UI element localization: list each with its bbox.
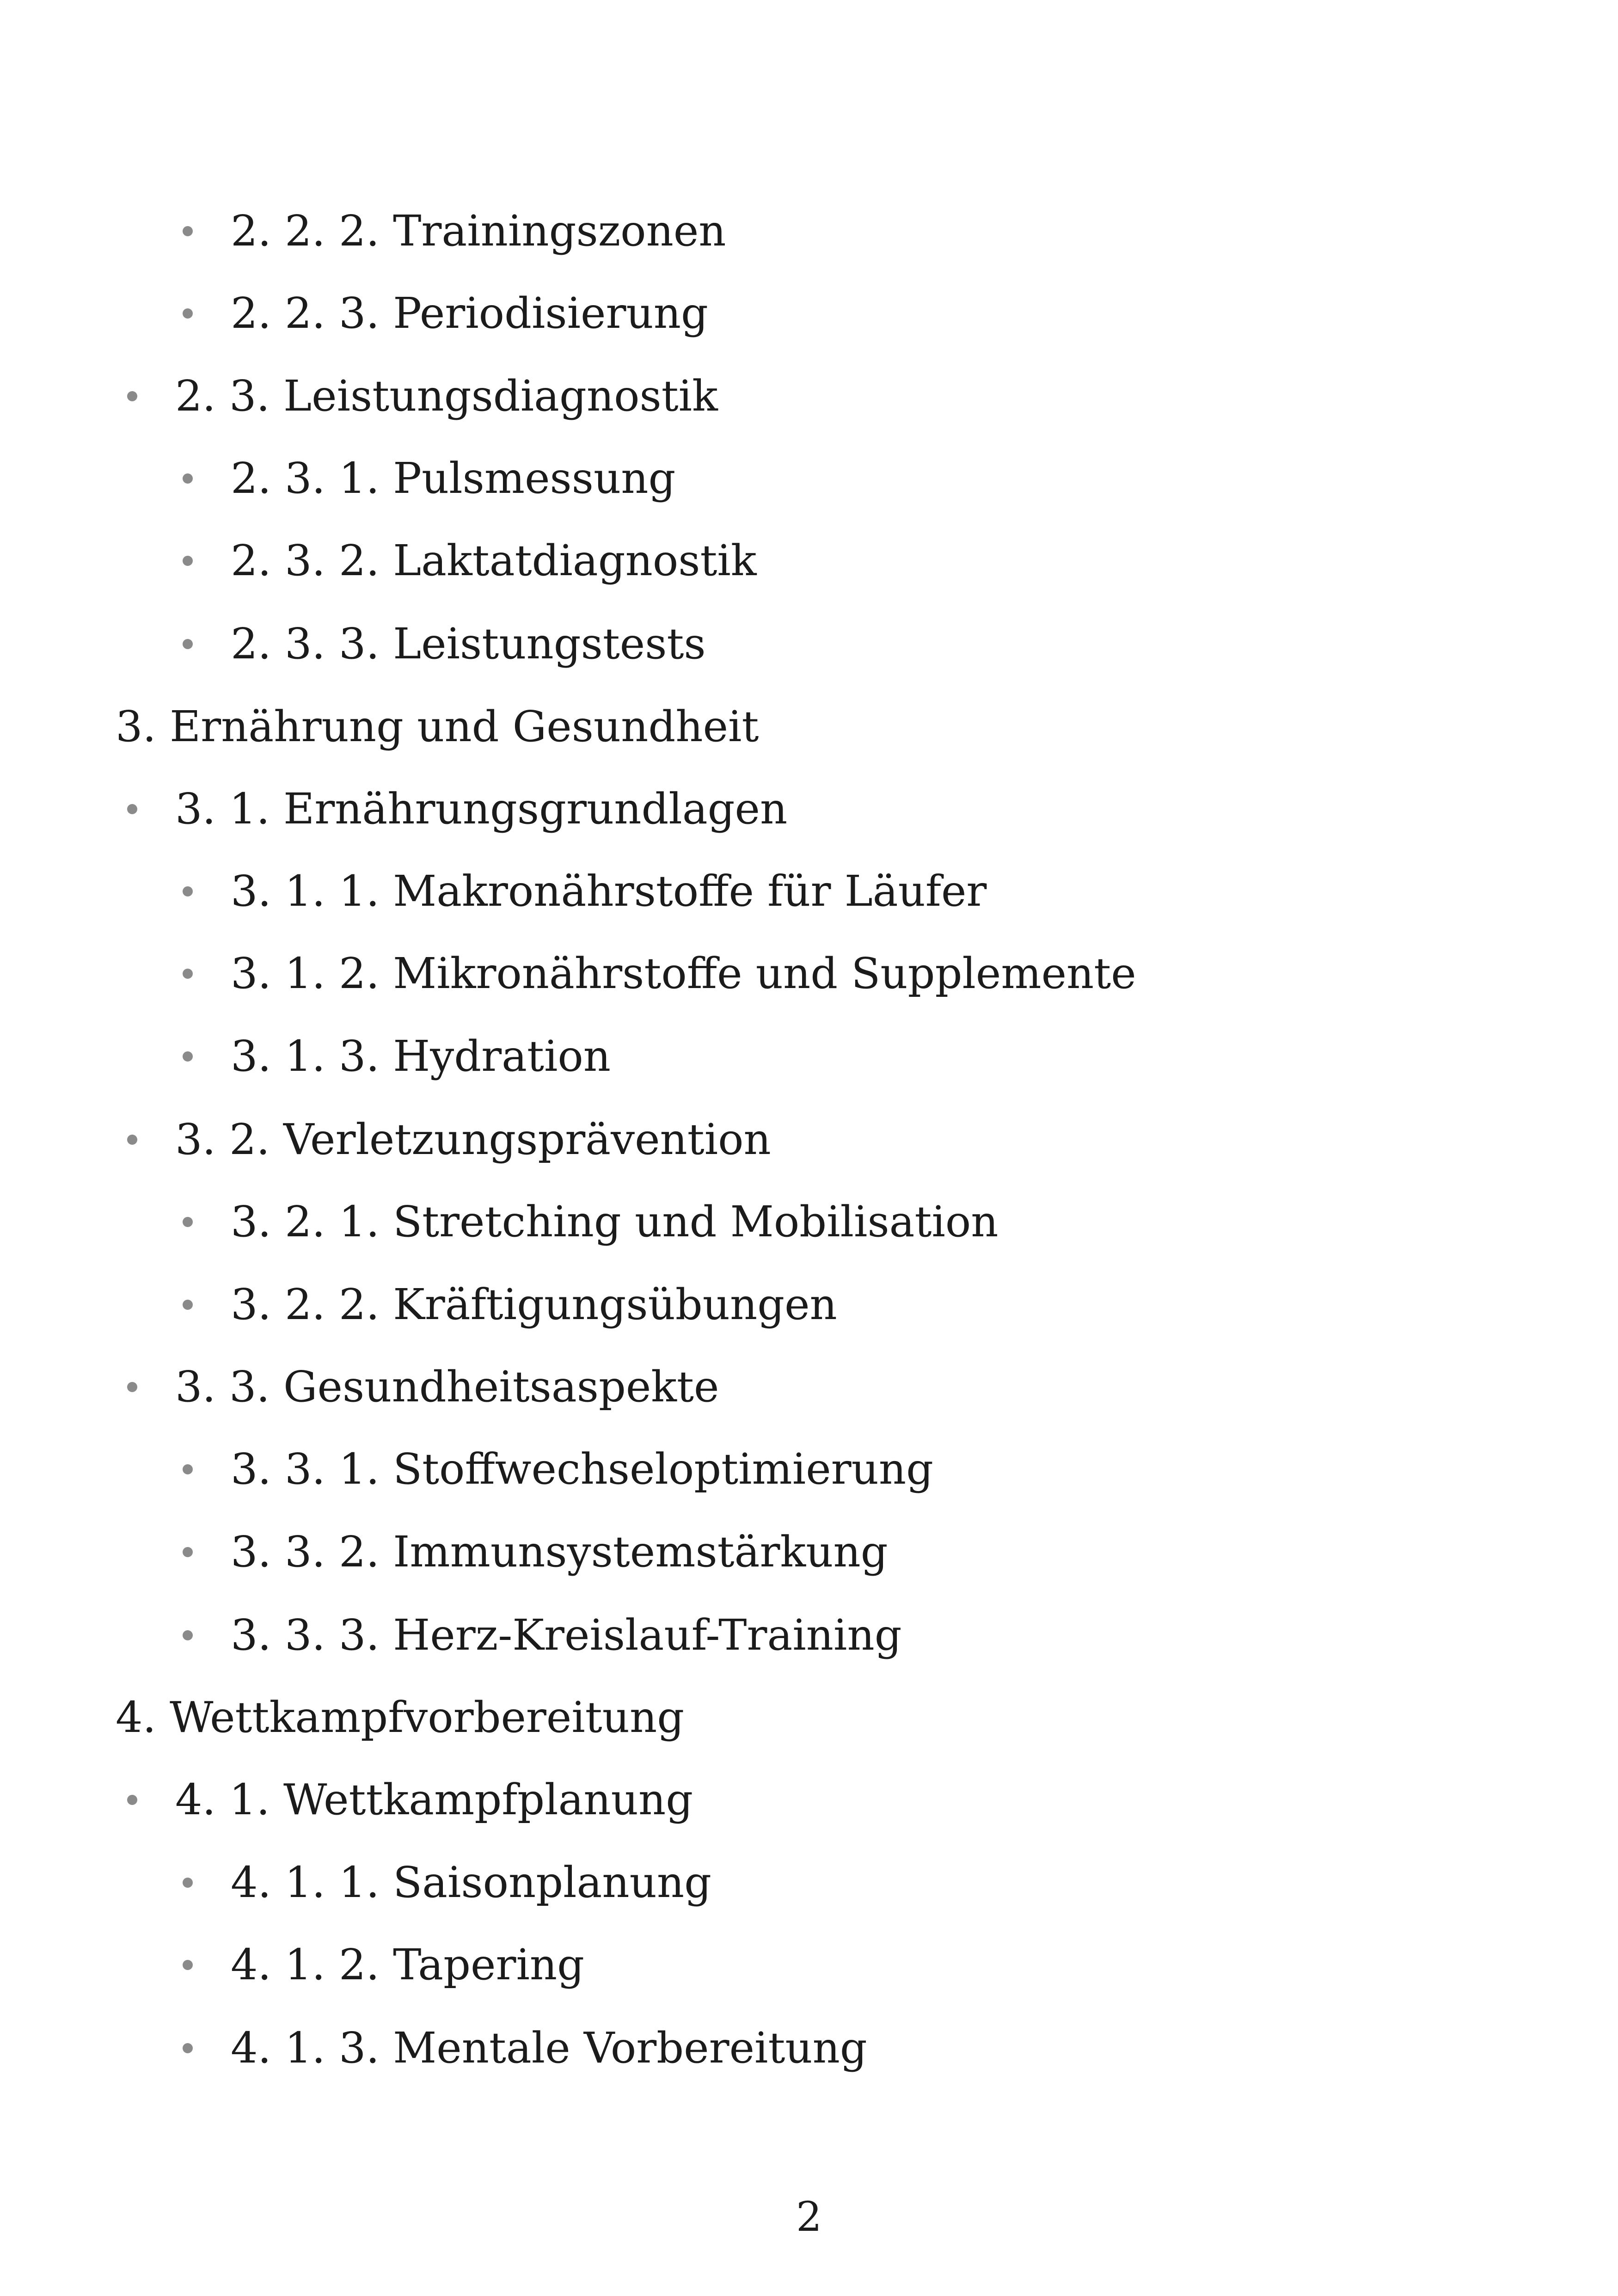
toc-entry xyxy=(0,1772,693,1828)
toc-entry-text: 3. 3. 2. Immunsystemstärkung xyxy=(231,1527,888,1577)
toc-entry xyxy=(0,286,708,341)
toc-entry xyxy=(0,203,726,259)
toc-entry xyxy=(0,1194,999,1250)
bullet-icon xyxy=(183,639,193,649)
toc-entry xyxy=(0,1277,837,1332)
bullet-icon xyxy=(183,1960,193,1970)
bullet-icon xyxy=(183,1300,193,1310)
bullet-icon xyxy=(183,1630,193,1640)
toc-entry xyxy=(0,533,757,589)
bullet-icon xyxy=(127,1382,137,1392)
toc-entry xyxy=(0,2020,867,2076)
toc-entry xyxy=(0,1524,888,1580)
bullet-icon xyxy=(183,1051,193,1062)
toc-entry xyxy=(0,451,675,506)
toc-entry xyxy=(0,1029,611,1084)
toc-entry-text: 4. Wettkampfvorbereitung xyxy=(116,1693,685,1742)
bullet-icon xyxy=(183,473,193,484)
bullet-icon xyxy=(127,1135,137,1145)
toc-entry xyxy=(0,1855,711,1910)
bullet-icon xyxy=(183,969,193,979)
toc-entry xyxy=(0,616,706,672)
toc-entry xyxy=(0,1937,584,1993)
toc-entry xyxy=(116,1690,684,1745)
toc-entry xyxy=(0,864,987,919)
bullet-icon xyxy=(127,391,137,401)
toc-entry-text: 4. 1. 2. Tapering xyxy=(231,1940,585,1989)
toc-entry-text: 2. 3. 3. Leistungstests xyxy=(231,619,706,669)
page-number: 2 xyxy=(796,2193,822,2241)
toc-entry xyxy=(0,1608,902,1663)
bullet-icon xyxy=(183,226,193,236)
bullet-icon xyxy=(183,1547,193,1557)
toc-entry xyxy=(0,781,787,837)
toc-entry-text: 3. 2. 2. Kräftigungsübungen xyxy=(231,1280,837,1329)
bullet-icon xyxy=(183,1878,193,1888)
toc-entry-text: 3. 3. 1. Stoffwechseloptimierung xyxy=(231,1444,934,1494)
toc-entry xyxy=(0,368,718,424)
toc-entry-text: 3. Ernährung und Gesundheit xyxy=(116,702,759,751)
toc-entry-text: 3. 3. 3. Herz-Kreislauf-Training xyxy=(231,1610,902,1660)
toc-entry xyxy=(0,1359,719,1415)
bullet-icon xyxy=(183,2043,193,2053)
toc-entry-text: 4. 1. 1. Saisonplanung xyxy=(231,1858,712,1907)
toc-entry-text: 2. 3. 2. Laktatdiagnostik xyxy=(231,536,757,585)
bullet-icon xyxy=(183,308,193,319)
toc-entry-text: 3. 2. 1. Stretching und Mobilisation xyxy=(231,1197,999,1246)
toc-entry-text: 2. 3. 1. Pulsmessung xyxy=(231,454,676,503)
bullet-icon xyxy=(183,556,193,566)
toc-entry xyxy=(116,699,759,755)
bullet-icon xyxy=(183,1464,193,1474)
toc-entry-text: 2. 2. 2. Trainingszonen xyxy=(231,206,726,256)
toc-entry-text: 3. 1. 3. Hydration xyxy=(231,1031,611,1081)
toc-entry-text: 4. 1. Wettkampfplanung xyxy=(175,1775,693,1824)
toc-entry xyxy=(0,1442,933,1497)
bullet-icon xyxy=(127,1795,137,1805)
toc-entry-text: 3. 2. Verletzungsprävention xyxy=(175,1115,771,1164)
toc-entry-text: 3. 1. 2. Mikronährstoffe und Supplemente xyxy=(231,949,1136,998)
toc-entry xyxy=(0,1112,771,1167)
toc-entry xyxy=(0,946,1136,1001)
toc-entry-text: 2. 3. Leistungsdiagnostik xyxy=(175,371,718,421)
bullet-icon xyxy=(127,804,137,814)
bullet-icon xyxy=(183,886,193,896)
toc-entry-text: 3. 3. Gesundheitsaspekte xyxy=(175,1362,719,1412)
toc-entry-text: 4. 1. 3. Mentale Vorbereitung xyxy=(231,2023,867,2073)
toc-entry-text: 3. 1. 1. Makronährstoffe für Läufer xyxy=(231,866,987,916)
toc-entry-text: 2. 2. 3. Periodisierung xyxy=(231,289,708,338)
bullet-icon xyxy=(183,1217,193,1227)
toc-entry-text: 3. 1. Ernährungsgrundlagen xyxy=(175,784,788,834)
